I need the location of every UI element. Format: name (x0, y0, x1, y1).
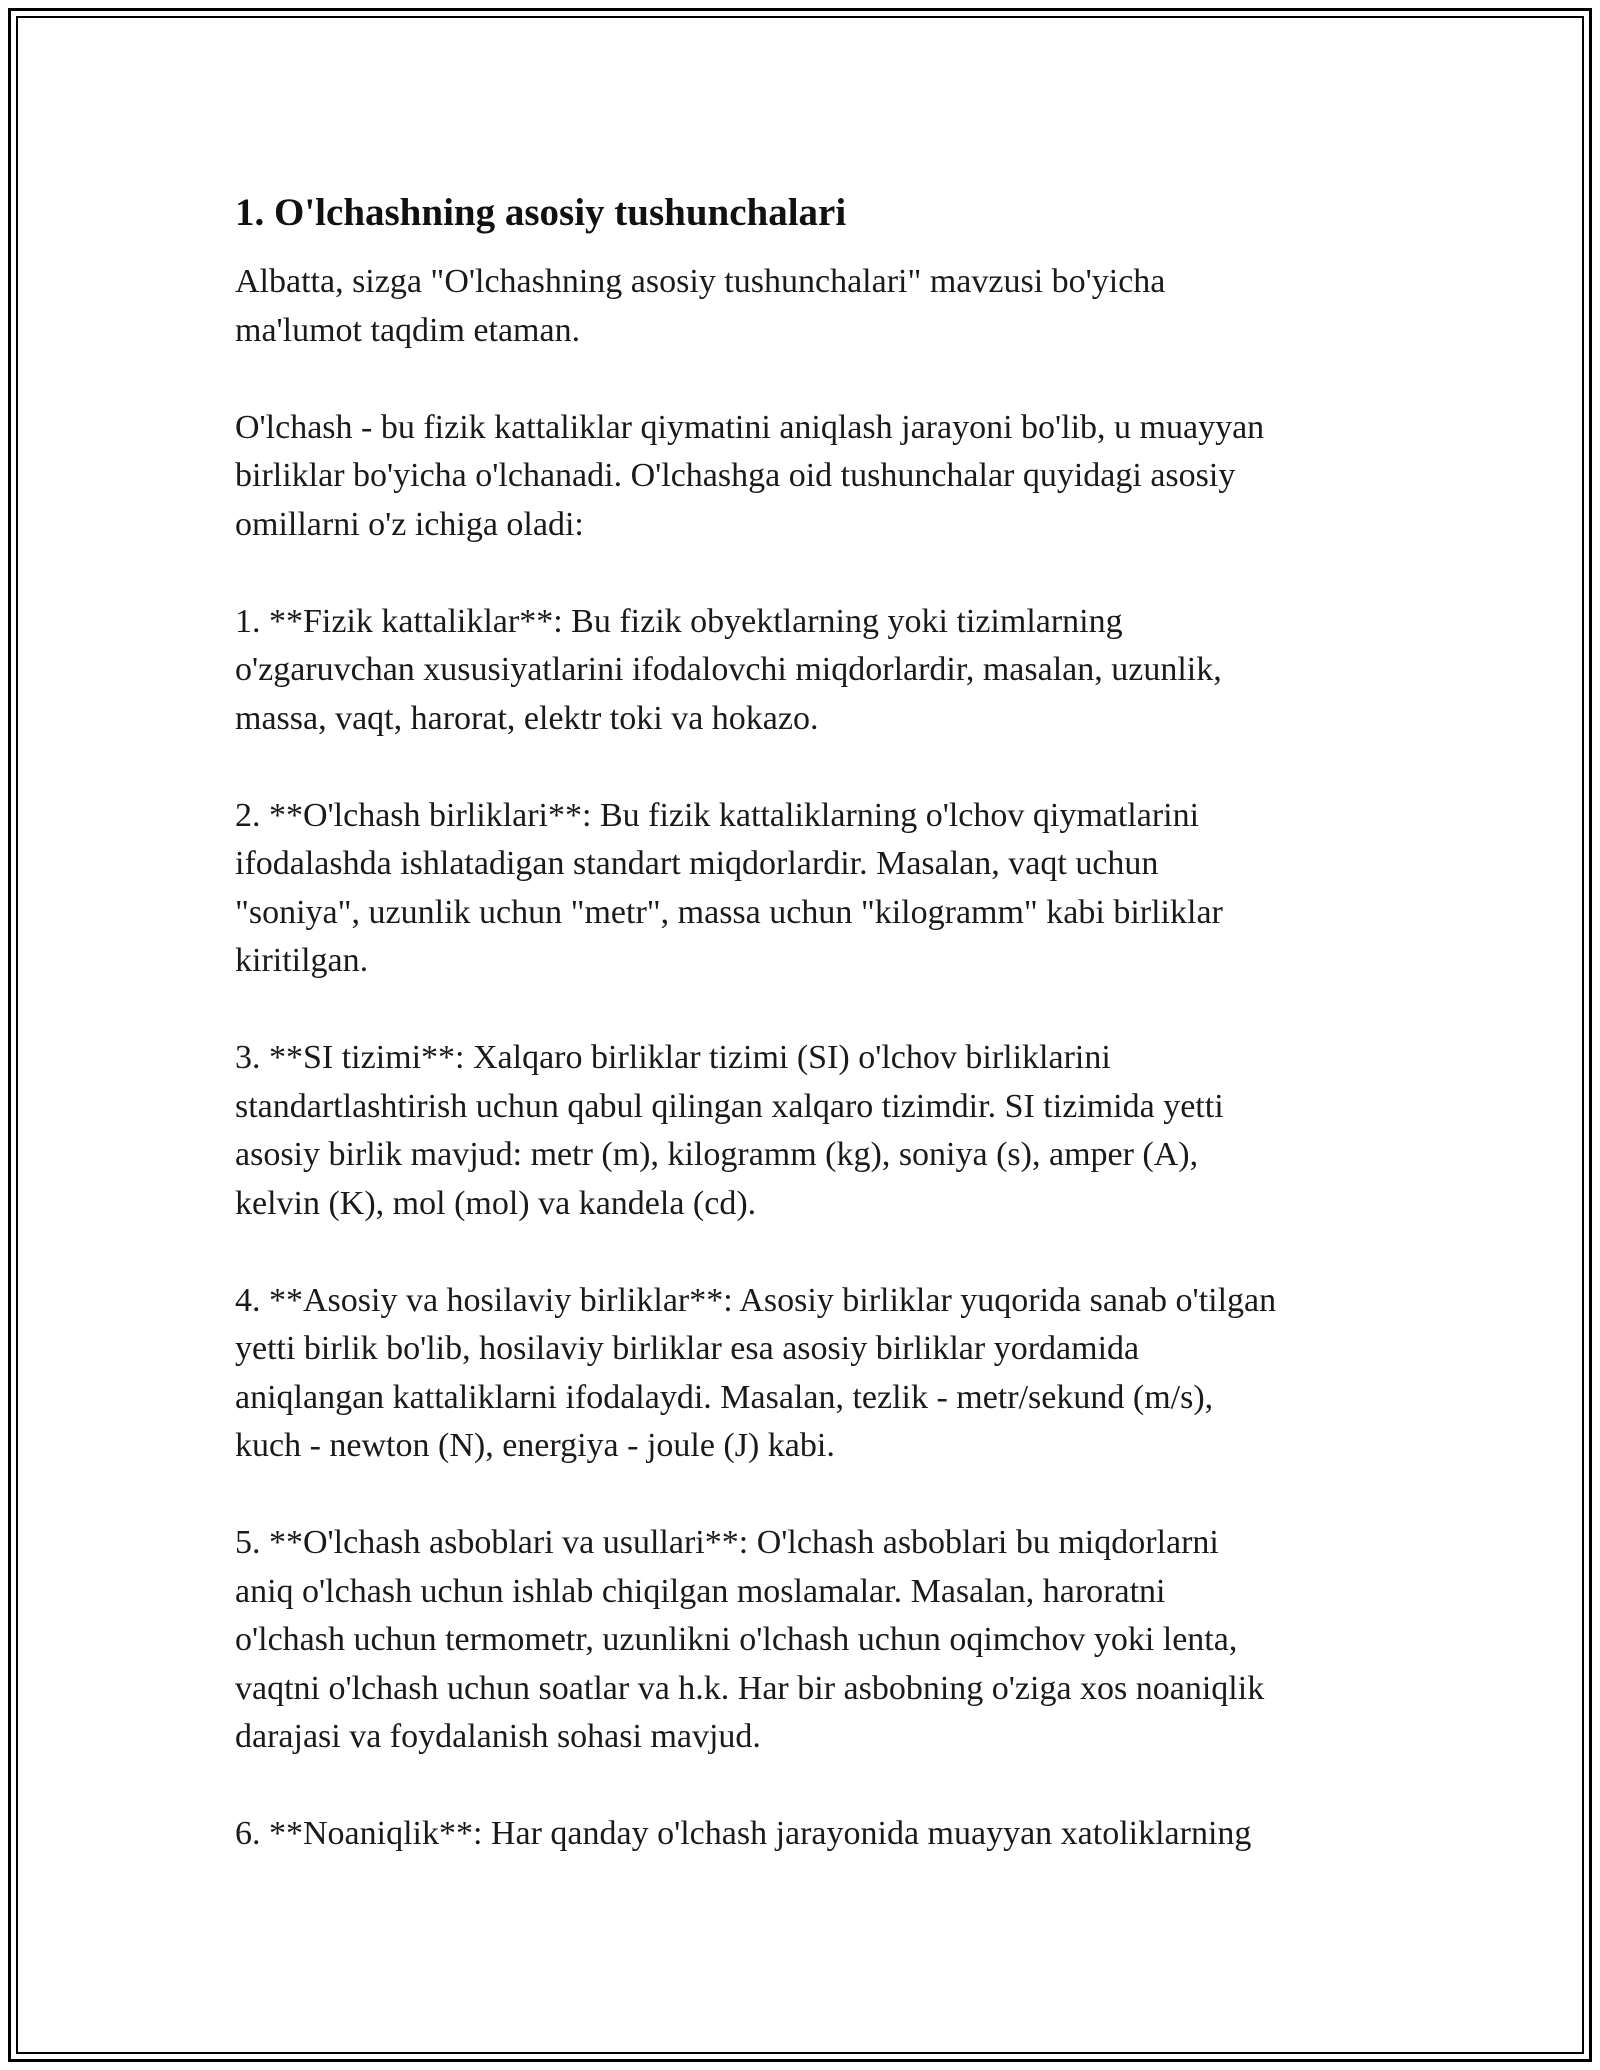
list-item-si-system: 3. **SI tizimi**: Xalqaro birliklar tizimi (SI) o'lchov birliklarini standartlashtirish uchun qabul qilingan xalqaro tizimdir. SI tizimida yetti asosiy birlik mavjud: metr (m), kilogramm (kg), soniya (s), amper (A), kelvin (K), mol (mol) va kandela (cd). (235, 1039, 1224, 1222)
list-item-instruments-methods: 5. **O'lchash asboblari va usullari**: O'lchash asboblari bu miqdorlarni aniq o'lchash uchun ishlab chiqilgan moslamalar. Masalan, haroratni o'lchash uchun termometr, uzunlikni o'lchash uchun oqimchov yoki lenta, vaqtni o'lchash uchun soatlar va h.k. Har bir asbobning o'ziga xos noaniqlik darajasi va foydalanish sohasi mavjud. (235, 1524, 1265, 1755)
list-item-base-derived-units: 4. **Asosiy va hosilaviy birliklar**: Asosiy birliklar yuqorida sanab o'tilgan yetti birlik bo'lib, hosilaviy birliklar esa asosiy birliklar yordamida aniqlangan kattaliklarni ifodalaydi. Masalan, tezlik - metr/sekund (m/s), kuch - newton (N), energiya - joule (J) kabi. (235, 1281, 1277, 1464)
list-item-measurement-units: 2. **O'lchash birliklari**: Bu fizik kattaliklarning o'lchov qiymatlarini ifodalashda ishlatadigan standart miqdorlardir. Masalan, vaqt uchun "soniya", uzunlik uchun "metr", massa uchun "kilogramm" kabi birliklar kiritilgan. (235, 796, 1223, 979)
document-body (235, 188, 1375, 1907)
paragraph-intro: Albatta, sizga "O'lchashning asosiy tushunchalari" mavzusi bo'yicha ma'lumot taqdim etaman. (235, 263, 1166, 349)
document-title: 1. O'lchashning asosiy tushunchalari (235, 191, 847, 234)
paragraph-definition: O'lchash - bu fizik kattaliklar qiymatini aniqlash jarayoni bo'lib, u muayyan birliklar bo'yicha o'lchanadi. O'lchashga oid tushunchalar quyidagi asosiy omillarni o'z ichiga oladi: (235, 408, 1265, 543)
list-item-physical-quantities: 1. **Fizik kattaliklar**: Bu fizik obyektlarning yoki tizimlarning o'zgaruvchan xususiyatlarini ifodalovchi miqdorlardir, masalan, uzunlik, massa, vaqt, harorat, elektr toki va hokazo. (235, 602, 1222, 737)
list-item-uncertainty: 6. **Noaniqlik**: Har qanday o'lchash jarayonida muayyan xatoliklarning (235, 1815, 1252, 1852)
